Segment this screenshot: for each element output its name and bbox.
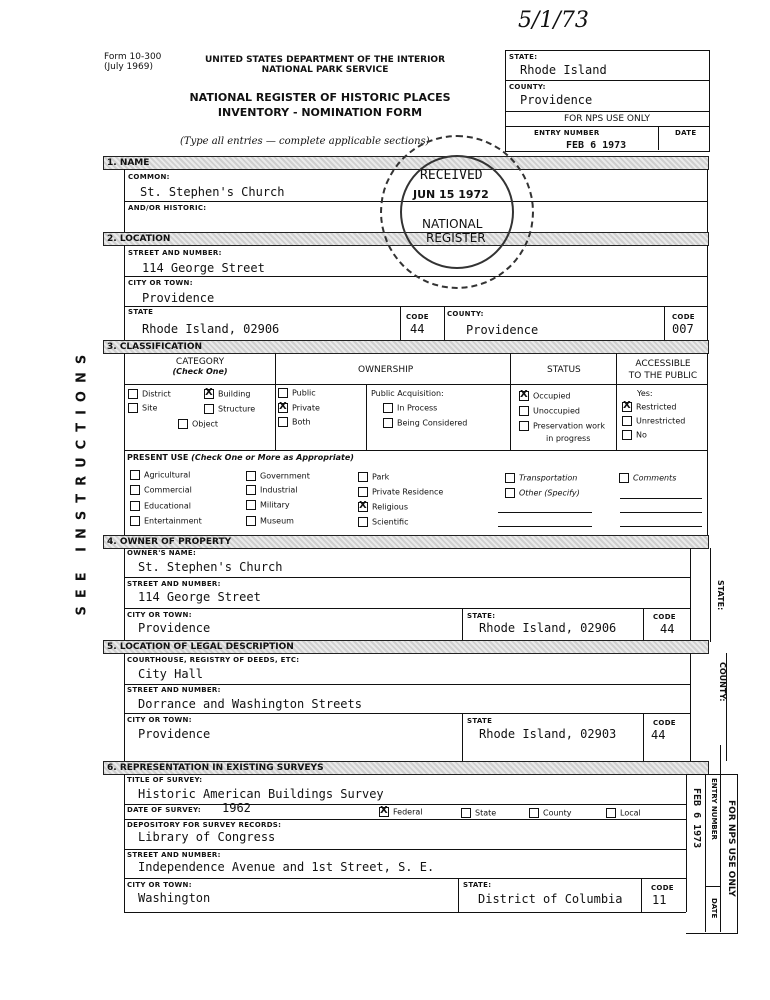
survey-city: Washington bbox=[138, 891, 211, 905]
checkbox-object[interactable]: Object bbox=[178, 419, 218, 429]
county-code-label: CODE bbox=[672, 313, 695, 321]
section-location-header: 2. LOCATION bbox=[103, 232, 709, 246]
depository-label: DEPOSITORY FOR SURVEY RECORDS: bbox=[127, 821, 282, 829]
ownership-label: OWNERSHIP bbox=[358, 365, 414, 375]
checkbox-county[interactable]: County bbox=[529, 808, 572, 818]
county-code: 007 bbox=[672, 322, 694, 336]
checkbox-comments[interactable]: Comments bbox=[619, 473, 676, 483]
survey-code: 11 bbox=[652, 893, 667, 907]
section-owner-header: 4. OWNER OF PROPERTY bbox=[103, 535, 709, 549]
handwritten-date: 5/1/73 bbox=[518, 8, 589, 33]
date-label: DATE bbox=[675, 129, 697, 137]
checkbox-state[interactable]: State bbox=[461, 808, 496, 818]
form-number: Form 10-300 (July 1969) bbox=[104, 52, 162, 72]
checkbox-private-residence[interactable]: Private Residence bbox=[358, 487, 443, 497]
category-label: CATEGORY (Check One) bbox=[172, 357, 228, 376]
survey-date-label: DATE OF SURVEY: bbox=[127, 806, 201, 814]
owner-label: OWNER'S NAME: bbox=[127, 549, 197, 557]
checkbox-commercial[interactable]: Commercial bbox=[130, 485, 192, 495]
checkbox-structure[interactable]: Structure bbox=[204, 404, 255, 414]
checkbox-entertainment[interactable]: Entertainment bbox=[130, 516, 202, 526]
checkbox-other[interactable]: Other (Specify) bbox=[505, 488, 580, 498]
in-progress-label: in progress bbox=[546, 434, 591, 443]
historic-label: AND/OR HISTORIC: bbox=[128, 204, 207, 212]
owner-street: 114 George Street bbox=[138, 590, 261, 604]
agency: UNITED STATES DEPARTMENT OF THE INTERIOR NATIONAL PARK SERVICE bbox=[204, 55, 445, 75]
legal-city: Providence bbox=[138, 727, 211, 741]
county-value: Providence bbox=[520, 93, 593, 107]
checkbox-restricted[interactable]: XRestricted bbox=[622, 402, 676, 412]
survey-state-label: STATE: bbox=[463, 881, 492, 889]
section-surveys-header: 6. REPRESENTATION IN EXISTING SURVEYS bbox=[103, 761, 709, 775]
side-county-label: COUNTY: bbox=[718, 662, 727, 702]
stamp-date: JUN 15 1972 bbox=[413, 188, 489, 201]
owner-state-label: STATE: bbox=[467, 612, 496, 620]
checkbox-agricultural[interactable]: Agricultural bbox=[130, 470, 190, 480]
checkbox-private[interactable]: XPrivate bbox=[278, 403, 320, 413]
checkbox-no[interactable]: No bbox=[622, 430, 647, 440]
survey-title-label: TITLE OF SURVEY: bbox=[127, 776, 203, 784]
checkbox-both[interactable]: Both bbox=[278, 417, 311, 427]
city-label: CITY OR TOWN: bbox=[128, 279, 193, 287]
page-title: NATIONAL REGISTER OF HISTORIC PLACES INVENTORY - NOMINATION FORM bbox=[189, 91, 451, 119]
checkbox-local[interactable]: Local bbox=[606, 808, 641, 818]
checkbox-unrestricted[interactable]: Unrestricted bbox=[622, 416, 685, 426]
survey-street: Independence Avenue and 1st Street, S. E. bbox=[138, 860, 435, 874]
section-legal-description-header: 5. LOCATION OF LEGAL DESCRIPTION bbox=[103, 640, 709, 654]
code-label: CODE bbox=[406, 313, 429, 321]
checkbox-government[interactable]: Government bbox=[246, 471, 310, 481]
checkbox-military[interactable]: Military bbox=[246, 500, 290, 510]
public-acquisition-label: Public Acquisition: bbox=[371, 389, 444, 398]
legal-city-label: CITY OR TOWN: bbox=[127, 716, 192, 724]
location-county: Providence bbox=[466, 323, 539, 337]
entry-stamp: FEB 6 1973 bbox=[566, 140, 627, 151]
location-street: 114 George Street bbox=[142, 261, 265, 275]
survey-code-label: CODE bbox=[651, 884, 674, 892]
common-name: St. Stephen's Church bbox=[140, 185, 285, 199]
present-use-label: PRESENT USE (Check One or More as Appropriate) bbox=[127, 453, 354, 462]
checkbox-being-considered[interactable]: Being Considered bbox=[383, 418, 467, 428]
survey-title: Historic American Buildings Survey bbox=[138, 787, 384, 801]
owner-street-label: STREET AND NUMBER: bbox=[127, 580, 221, 588]
nps-use-label: FOR NPS USE ONLY bbox=[563, 114, 651, 124]
checkbox-educational[interactable]: Educational bbox=[130, 501, 191, 511]
section-name-header: 1. NAME bbox=[103, 156, 709, 170]
stamp-register: REGISTER bbox=[426, 231, 486, 245]
yes-label: Yes: bbox=[637, 389, 653, 398]
common-label: COMMON: bbox=[128, 173, 170, 181]
checkbox-district[interactable]: District bbox=[128, 389, 171, 399]
legal-code: 44 bbox=[651, 728, 666, 742]
owner-name: St. Stephen's Church bbox=[138, 560, 283, 574]
state-code: 44 bbox=[410, 322, 425, 336]
side-entry-number-label: ENTRY NUMBER bbox=[710, 778, 718, 840]
checkbox-building[interactable]: X Building bbox=[204, 389, 250, 399]
checkbox-industrial[interactable]: Industrial bbox=[246, 485, 298, 495]
legal-state-label: STATE bbox=[467, 717, 493, 725]
street-label: STREET AND NUMBER: bbox=[128, 249, 222, 257]
survey-city-label: CITY OR TOWN: bbox=[127, 881, 192, 889]
survey-date: 1962 bbox=[222, 801, 251, 815]
side-nps-label: FOR NPS USE ONLY bbox=[726, 800, 736, 897]
legal-street: Dorrance and Washington Streets bbox=[138, 697, 362, 711]
location-state: Rhode Island, 02906 bbox=[142, 322, 280, 336]
section-classification-header: 3. CLASSIFICATION bbox=[103, 340, 709, 354]
survey-state: District of Columbia bbox=[478, 892, 623, 906]
owner-city-label: CITY OR TOWN: bbox=[127, 611, 192, 619]
checkbox-site[interactable]: Site bbox=[128, 403, 157, 413]
checkbox-occupied[interactable]: XOccupied bbox=[519, 391, 570, 401]
entry-number-label: ENTRY NUMBER bbox=[534, 129, 600, 137]
owner-code: 44 bbox=[660, 622, 675, 636]
side-state-label: STATE: bbox=[716, 580, 725, 611]
survey-street-label: STREET AND NUMBER: bbox=[127, 851, 221, 859]
legal-street-label: STREET AND NUMBER: bbox=[127, 686, 221, 694]
checkbox-unoccupied[interactable]: Unoccupied bbox=[519, 406, 580, 416]
checkbox-federal[interactable]: X Federal bbox=[379, 807, 423, 817]
accessible-label: ACCESSIBLE TO THE PUBLIC bbox=[628, 359, 698, 381]
state-label: STATE: bbox=[509, 53, 538, 61]
location-city: Providence bbox=[142, 291, 215, 305]
instruction: (Type all entries — complete applicable sections) bbox=[180, 136, 430, 147]
stamp-national: NATIONAL bbox=[422, 217, 483, 231]
legal-code-label: CODE bbox=[653, 719, 676, 727]
checkbox-museum[interactable]: Museum bbox=[246, 516, 294, 526]
depository: Library of Congress bbox=[138, 830, 276, 844]
owner-code-label: CODE bbox=[653, 613, 676, 621]
owner-state: Rhode Island, 02906 bbox=[479, 621, 617, 635]
state-value: Rhode Island bbox=[520, 63, 607, 77]
courthouse: City Hall bbox=[138, 667, 204, 681]
stamp-received: RECEIVED bbox=[420, 168, 483, 183]
county-label-2: COUNTY: bbox=[447, 310, 484, 318]
checkbox-park[interactable]: Park bbox=[358, 472, 389, 482]
county-label: COUNTY: bbox=[509, 83, 546, 91]
state-label-2: STATE bbox=[128, 308, 154, 316]
checkbox-in-process[interactable]: In Process bbox=[383, 403, 437, 413]
checkbox-public[interactable]: Public bbox=[278, 388, 316, 398]
owner-city: Providence bbox=[138, 621, 211, 635]
side-stamp: FEB 6 1973 bbox=[691, 788, 702, 849]
legal-state: Rhode Island, 02903 bbox=[479, 727, 617, 741]
status-label: STATUS bbox=[547, 365, 581, 375]
courthouse-label: COURTHOUSE, REGISTRY OF DEEDS, ETC: bbox=[127, 656, 300, 664]
side-date-label: DATE bbox=[710, 898, 718, 919]
checkbox-preservation-work[interactable]: Preservation work bbox=[519, 421, 605, 431]
checkbox-scientific[interactable]: Scientific bbox=[358, 517, 409, 527]
checkbox-religious[interactable]: XReligious bbox=[358, 502, 408, 512]
checkbox-transportation[interactable]: Transportation bbox=[505, 473, 577, 483]
